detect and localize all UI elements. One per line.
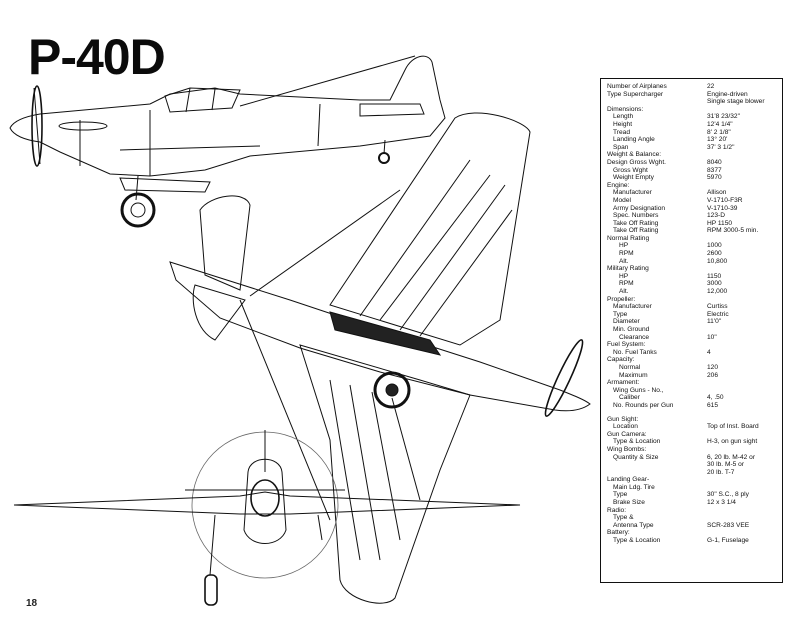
page-number: 18 bbox=[26, 598, 38, 609]
spec-row bbox=[607, 476, 778, 484]
spec-value: 615 bbox=[707, 401, 719, 409]
spec-value: RPM 3000-5 min. bbox=[707, 227, 759, 235]
spec-value bbox=[707, 265, 778, 273]
spec-row bbox=[607, 265, 778, 273]
spec-row bbox=[607, 318, 778, 326]
spec-row bbox=[607, 356, 778, 364]
spec-row bbox=[607, 113, 778, 121]
spec-row bbox=[607, 151, 778, 159]
spec-value: Curtiss bbox=[707, 303, 728, 311]
spec-label: Gun Sight: bbox=[607, 415, 639, 423]
spec-value: 8377 bbox=[707, 166, 722, 174]
spec-value: 4 bbox=[707, 348, 711, 356]
spec-row bbox=[607, 242, 778, 250]
spec-value: 123-D bbox=[707, 212, 725, 220]
spec-row bbox=[607, 326, 778, 334]
spec-label: HP bbox=[619, 272, 629, 280]
spec-value: H-3, on gun sight bbox=[707, 438, 758, 446]
spec-value: 13° 20' bbox=[707, 136, 728, 144]
spec-label: Main Ldg. Tire bbox=[613, 483, 655, 491]
spec-label: Design Gross Wght. bbox=[607, 158, 666, 166]
spec-label: Caliber bbox=[619, 394, 640, 402]
spec-row bbox=[607, 311, 778, 319]
spec-label: Capacity: bbox=[607, 356, 635, 364]
spec-row bbox=[607, 144, 778, 152]
spec-value: 12 x 3 1/4 bbox=[707, 499, 736, 507]
spec-value bbox=[707, 507, 778, 515]
spec-value bbox=[707, 106, 778, 114]
spec-value: 3000 bbox=[707, 280, 722, 288]
spec-value bbox=[707, 529, 778, 537]
spec-row bbox=[607, 182, 778, 190]
spec-value: Allison bbox=[707, 189, 727, 197]
spec-label: No. Fuel Tanks bbox=[613, 348, 657, 356]
spec-label: Length bbox=[613, 113, 634, 121]
spec-row bbox=[607, 98, 778, 106]
spec-value bbox=[707, 379, 778, 387]
spec-row bbox=[607, 446, 778, 454]
spec-label: Radio: bbox=[607, 506, 627, 514]
spec-value bbox=[707, 296, 778, 304]
spec-label: Wing Bombs: bbox=[607, 445, 647, 453]
spec-row bbox=[607, 189, 778, 197]
spec-label: Weight & Balance: bbox=[607, 151, 662, 159]
spec-row bbox=[607, 469, 778, 477]
spec-value: 1150 bbox=[707, 272, 722, 280]
spec-row bbox=[607, 379, 778, 387]
spec-row bbox=[607, 416, 778, 424]
spec-row bbox=[607, 431, 778, 439]
spec-label: Type bbox=[613, 310, 628, 318]
spec-row bbox=[607, 537, 778, 545]
spec-label: Battery: bbox=[607, 529, 630, 537]
spec-row bbox=[607, 106, 778, 114]
spec-label: Alt. bbox=[619, 288, 629, 296]
spec-value: 22 bbox=[707, 83, 715, 90]
spec-label: Army Designation bbox=[613, 204, 666, 212]
spec-value: Single stage blower bbox=[707, 98, 765, 106]
specifications-table bbox=[600, 78, 783, 583]
spec-value: 30" S.C., 8 ply bbox=[707, 491, 749, 499]
spec-label: Min. Ground bbox=[613, 326, 650, 333]
spec-row bbox=[607, 341, 778, 349]
spec-value: HP 1150 bbox=[707, 219, 733, 227]
spec-label: RPM bbox=[619, 280, 634, 288]
spec-row bbox=[607, 438, 778, 446]
spec-label: Span bbox=[613, 143, 629, 151]
spec-value: 12,000 bbox=[707, 288, 728, 296]
spec-label: Military Rating bbox=[607, 265, 649, 273]
spec-value: Engine-driven bbox=[707, 90, 748, 98]
spec-label: Fuel System: bbox=[607, 341, 646, 349]
spec-row bbox=[607, 212, 778, 220]
spec-value: 206 bbox=[707, 371, 719, 379]
spec-label: Alt. bbox=[619, 257, 629, 265]
spec-value: 37' 3 1/2" bbox=[707, 143, 735, 151]
spec-label: RPM bbox=[619, 250, 634, 258]
spec-row bbox=[607, 484, 778, 492]
spec-label: HP bbox=[619, 242, 629, 250]
spec-value: 10" bbox=[707, 333, 717, 341]
spec-value: Top of Inst. Board bbox=[707, 423, 759, 431]
spec-value: 20 lb. T-7 bbox=[707, 468, 735, 476]
spec-label: Type Supercharger bbox=[607, 90, 664, 98]
spec-value: 8040 bbox=[707, 158, 722, 166]
spec-row bbox=[607, 91, 778, 99]
spec-label: Take Off Rating bbox=[613, 219, 659, 227]
spec-label: Manufacturer bbox=[613, 189, 652, 197]
spec-label: Maximum bbox=[619, 371, 648, 379]
spec-label: Diameter bbox=[613, 318, 640, 326]
spec-row bbox=[607, 174, 778, 182]
spec-row bbox=[607, 280, 778, 288]
spec-row bbox=[607, 522, 778, 530]
spec-row bbox=[607, 491, 778, 499]
spec-value bbox=[707, 476, 778, 484]
spec-label: Landing Angle bbox=[613, 136, 655, 144]
spec-label: Propeller: bbox=[607, 295, 636, 303]
spec-row bbox=[607, 529, 778, 537]
spec-row bbox=[607, 349, 778, 357]
spec-value bbox=[707, 416, 778, 424]
spec-value bbox=[707, 182, 778, 190]
spec-value bbox=[707, 387, 778, 395]
spec-value: G-1, Fuselage bbox=[707, 537, 749, 545]
spec-row bbox=[607, 372, 778, 380]
spec-row bbox=[607, 394, 778, 402]
spec-row bbox=[607, 507, 778, 515]
spec-label: No. Rounds per Gun bbox=[613, 401, 674, 409]
spec-label: Type & Location bbox=[613, 438, 661, 446]
spec-value: SCR-283 VEE bbox=[707, 521, 750, 529]
spec-label: Wing Guns - No., bbox=[613, 386, 664, 394]
spec-row bbox=[607, 423, 778, 431]
spec-value: 10,800 bbox=[707, 257, 728, 265]
spec-row bbox=[607, 136, 778, 144]
spec-row bbox=[607, 461, 778, 469]
spec-row bbox=[607, 273, 778, 281]
spec-row bbox=[607, 205, 778, 213]
page-title: P-40D bbox=[28, 29, 165, 85]
spec-row bbox=[607, 129, 778, 137]
spec-label: Clearance bbox=[619, 333, 650, 341]
spec-value: 4, .50 bbox=[707, 394, 724, 402]
spec-value: 8' 2 1/8" bbox=[707, 128, 731, 136]
spec-row bbox=[607, 387, 778, 395]
spec-label: Brake Size bbox=[613, 499, 645, 507]
spec-value bbox=[707, 235, 778, 243]
spec-value: 120 bbox=[707, 363, 719, 371]
spec-label: Normal bbox=[619, 363, 641, 371]
spec-value bbox=[707, 356, 778, 364]
spec-row bbox=[607, 499, 778, 507]
spec-label: Armament: bbox=[607, 379, 640, 387]
spec-label bbox=[607, 461, 707, 469]
spec-label: Spec. Numbers bbox=[613, 212, 659, 220]
spec-value bbox=[707, 326, 778, 334]
spec-label: Take Off Rating bbox=[613, 227, 659, 235]
spec-value: 6, 20 lb. M-42 or bbox=[707, 453, 756, 461]
spec-label: Quantity & Size bbox=[613, 453, 659, 461]
spec-label: Height bbox=[613, 120, 633, 128]
spec-row bbox=[607, 121, 778, 129]
spec-label: Number of Airplanes bbox=[607, 83, 667, 90]
spec-label: Dimensions: bbox=[607, 105, 644, 113]
spec-value: 12'4 1/4" bbox=[707, 120, 733, 128]
spec-value: 31'8 23/32" bbox=[707, 113, 740, 121]
spec-label: Engine: bbox=[607, 181, 630, 189]
spec-row bbox=[607, 334, 778, 342]
spec-label: Location bbox=[613, 423, 638, 431]
spec-row bbox=[607, 288, 778, 296]
spec-label: Normal Rating bbox=[607, 234, 650, 242]
spec-label: Type & Location bbox=[613, 537, 661, 545]
spec-row bbox=[607, 83, 778, 91]
spec-value bbox=[707, 431, 778, 439]
spec-row bbox=[607, 227, 778, 235]
spec-label: Manufacturer bbox=[613, 303, 652, 311]
spec-row bbox=[607, 235, 778, 243]
spec-label: Type bbox=[613, 491, 628, 499]
spec-value: 30 lb. M-5 or bbox=[707, 461, 745, 469]
spec-value bbox=[707, 151, 778, 159]
spec-value bbox=[707, 514, 778, 522]
spec-value: 11'0" bbox=[707, 318, 722, 326]
spec-label: Gross Wght bbox=[613, 166, 648, 174]
spec-label: Type & bbox=[613, 514, 634, 522]
spec-row bbox=[607, 402, 778, 410]
spec-value: 5970 bbox=[707, 174, 722, 182]
spec-row bbox=[607, 159, 778, 167]
spec-value: 2600 bbox=[707, 250, 722, 258]
spec-value bbox=[707, 341, 778, 349]
spec-row bbox=[607, 167, 778, 175]
spec-row bbox=[607, 514, 778, 522]
side-view-drawing bbox=[10, 56, 445, 226]
spec-row bbox=[607, 220, 778, 228]
spec-label bbox=[607, 469, 707, 477]
spec-row bbox=[607, 454, 778, 462]
spec-row bbox=[607, 197, 778, 205]
spec-row bbox=[607, 250, 778, 258]
plan-view-drawing bbox=[170, 113, 590, 603]
spec-value bbox=[707, 446, 778, 454]
spec-label: Antenna Type bbox=[613, 521, 654, 529]
spec-value: Electric bbox=[707, 310, 729, 318]
spec-value: V-1710-39 bbox=[707, 204, 738, 212]
spec-label: Model bbox=[613, 196, 631, 204]
spec-label: Landing Gear- bbox=[607, 476, 650, 484]
spec-label bbox=[607, 98, 707, 106]
spec-value: 1000 bbox=[707, 242, 722, 250]
spec-value bbox=[707, 484, 778, 492]
spec-row bbox=[607, 296, 778, 304]
spec-row bbox=[607, 303, 778, 311]
spec-label: Gun Camera: bbox=[607, 430, 647, 438]
spec-label: Weight Empty bbox=[613, 174, 654, 182]
spec-value: V-1710-F3R bbox=[707, 196, 743, 204]
spec-label: Tread bbox=[613, 128, 630, 136]
spec-row bbox=[607, 258, 778, 266]
front-view-drawing bbox=[14, 430, 520, 605]
spec-row bbox=[607, 364, 778, 372]
